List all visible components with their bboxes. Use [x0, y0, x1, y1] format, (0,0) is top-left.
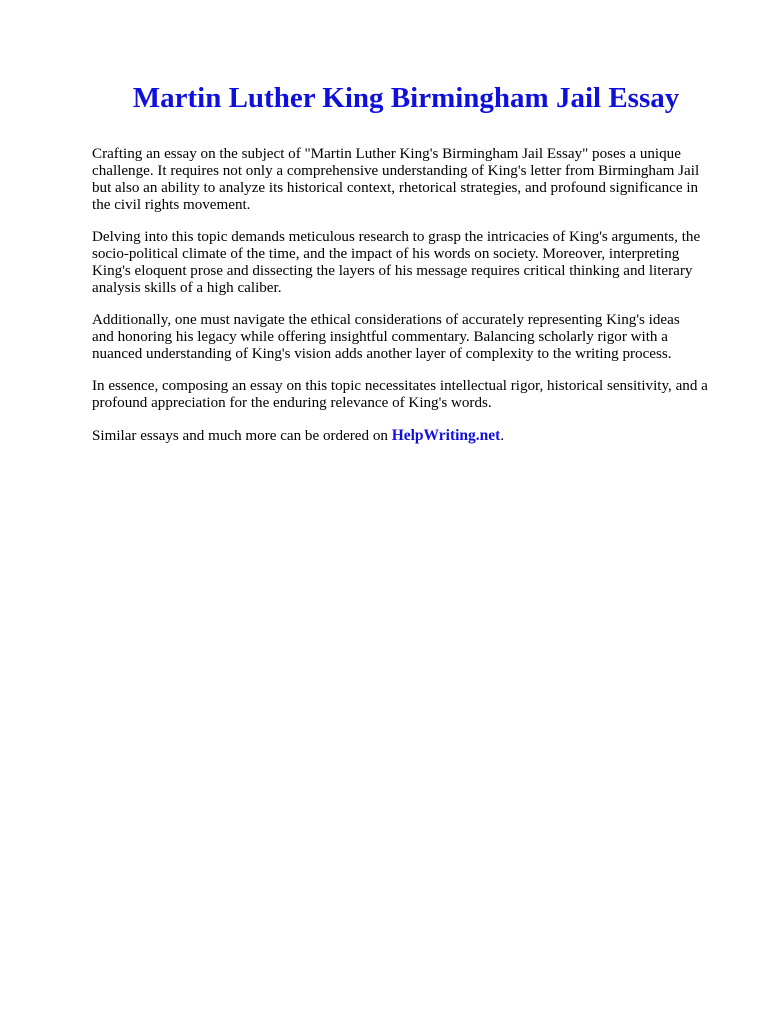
essay-body — [92, 146, 732, 460]
helpwriting-link[interactable]: HelpWriting.net — [391, 427, 501, 444]
paragraph-ethics: Additionally, one must navigate the ethical considerations of accurately representing King's ideas and honoring his legacy while offering insightful commentary. Balancing scholarly rigor with a nuanced understanding of King's vision adds another layer of complexity to the writing process. — [92, 312, 680, 362]
closing-suffix: . — [500, 428, 505, 444]
paragraph-intro: Crafting an essay on the subject of "Martin Luther King's Birmingham Jail Essay" poses a unique challenge. It requires not only a comprehensive understanding of King's letter from Birmingham Jail but also an ability to analyze its historical context, rhetorical strategies, and profound significance in the civil rights movement. — [92, 146, 700, 213]
page-title: Martin Luther King Birmingham Jail Essay — [132, 82, 680, 114]
closing-prefix: Similar essays and much more can be ordered on — [92, 428, 392, 444]
paragraph-research: Delving into this topic demands meticulous research to grasp the intricacies of King's arguments, the socio-political climate of the time, and the impact of his words on society. Moreover, interpreting King's eloquent prose and dissecting the layers of his message requires critical thinking and literary analysis skills of a high caliber. — [92, 229, 701, 296]
paragraph-conclusion: In essence, composing an essay on this topic necessitates intellectual rigor, historical sensitivity, and a profound appreciation for the enduring relevance of King's words. — [92, 378, 708, 411]
closing-line — [92, 427, 732, 445]
